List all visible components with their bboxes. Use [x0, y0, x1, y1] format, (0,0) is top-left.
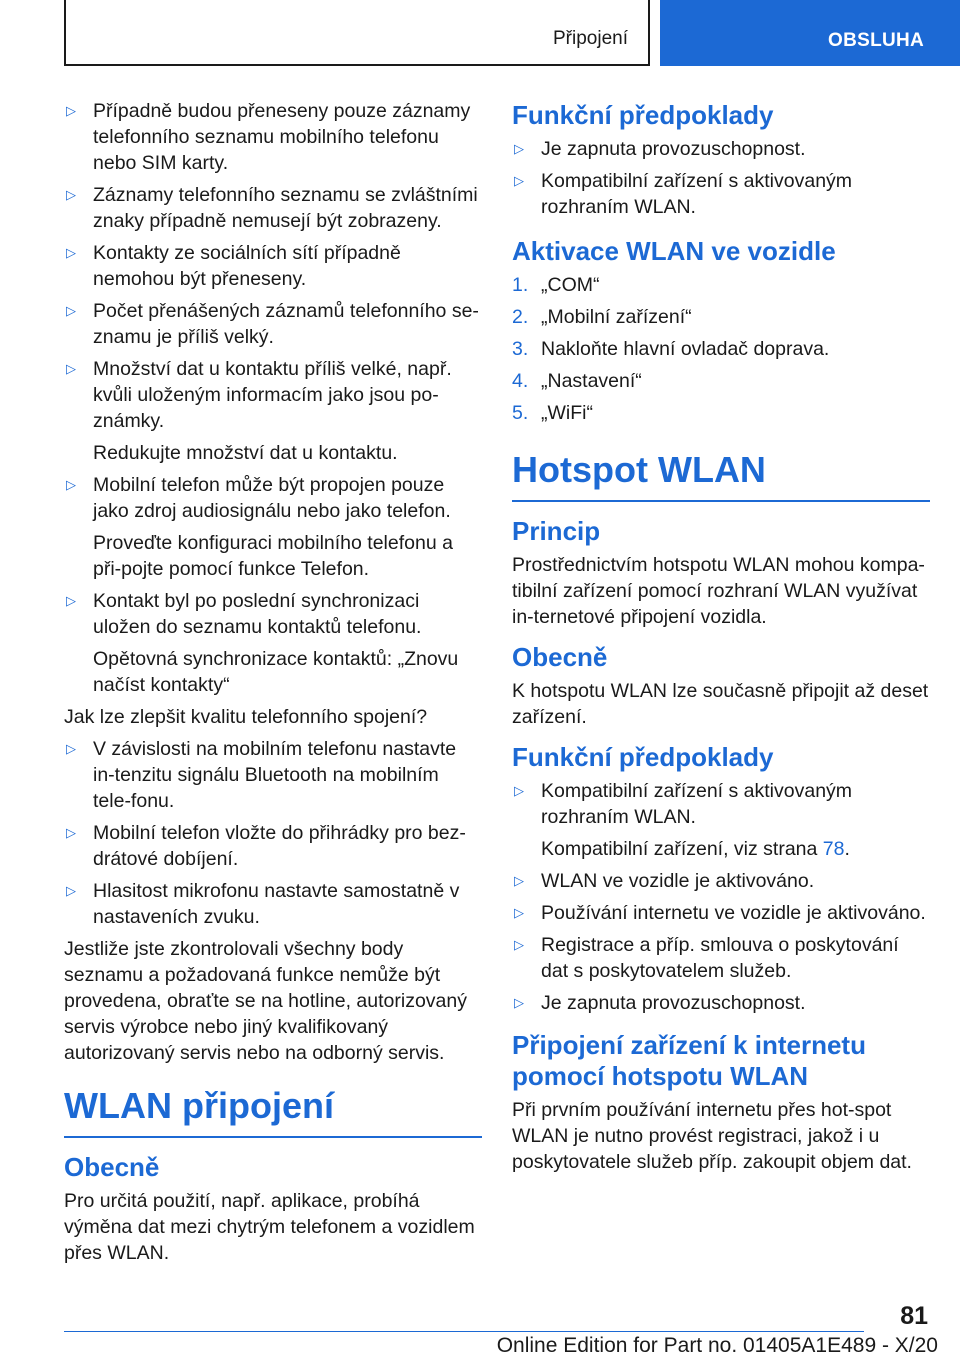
- list-item: [64, 588, 482, 640]
- list-item: [512, 932, 930, 984]
- bullet-icon: ▷: [66, 361, 76, 376]
- step-item: [512, 368, 930, 394]
- header-chapter-tab: [660, 0, 960, 66]
- footer-edition-text: Online Edition for Part no. 01405A1E489 - X/20: [496, 1334, 938, 1357]
- step-number: 5.: [512, 402, 529, 424]
- section-title: Hotspot WLAN: [512, 448, 930, 502]
- header-chapter-label: OBSLUHA: [828, 30, 925, 51]
- step-number: 4.: [512, 370, 529, 392]
- list-item: [64, 878, 482, 930]
- list-item: [64, 298, 482, 350]
- paragraph: Při prvním používání internetu přes hot‐spot WLAN je nutno provést registraci, jakož i u poskytovatele služeb příp. zakoupit objem dat.: [512, 1099, 912, 1173]
- bullet-icon: ▷: [66, 825, 76, 840]
- step-number: 1.: [512, 274, 529, 296]
- bullet-icon: ▷: [66, 593, 76, 608]
- step-text: „WiFi“: [541, 402, 593, 424]
- list-item-text: V závislosti na mobilním telefonu nastavte in‐tenzitu signálu Bluetooth na mobilním tele‐fonu.: [93, 738, 457, 812]
- list-item-text: Kontakt byl po poslední synchronizaci uložen do seznamu kontaktů telefonu.: [93, 590, 422, 638]
- bullet-icon: ▷: [66, 303, 76, 318]
- list-item: [512, 168, 930, 220]
- left-column: [64, 98, 482, 1272]
- list-item-note: [512, 836, 930, 862]
- list-item-text: Kompatibilní zařízení s aktivovaným rozhraním WLAN.: [541, 780, 853, 828]
- list-item-text: WLAN ve vozidle je aktivováno.: [541, 870, 815, 892]
- section-title: WLAN připojení: [64, 1084, 482, 1138]
- list-item-text: Mobilní telefon vložte do přihrádky pro bez‐drátové dobíjení.: [93, 822, 466, 870]
- list-item-text: Registrace a příp. smlouva o poskytování dat s poskytovatelem služeb.: [541, 934, 899, 982]
- step-text: „COM“: [541, 274, 600, 296]
- list-item-text: Kompatibilní zařízení s aktivovaným rozhraním WLAN.: [541, 170, 853, 218]
- bullet-icon: ▷: [66, 187, 76, 202]
- step-text: Nakloňte hlavní ovladač doprava.: [541, 338, 830, 360]
- bullet-icon: ▷: [514, 873, 524, 888]
- question-text: Jak lze zlepšit kvalitu telefonního spojení?: [64, 706, 428, 728]
- page-number: 81: [900, 1302, 928, 1330]
- subsection-heading: Aktivace WLAN ve vozidle: [512, 236, 836, 266]
- closing-paragraph: Jestliže jste zkontrolovali všechny body seznamu a požadovaná funkce nemůže být provedena, obraťte se na hotline, autorizovaný servis výrobce nebo jiný kvalifikovaný autorizovaný servis nebo na odborný servis.: [64, 938, 467, 1064]
- bullet-icon: ▷: [66, 245, 76, 260]
- step-item: [512, 304, 930, 330]
- list-item: [64, 736, 482, 814]
- subsection-heading: Funkční předpoklady: [512, 742, 774, 772]
- list-item-text: Množství dat u kontaktu příliš velké, např. kvůli uloženým informacím jako jsou po‐známky.: [93, 358, 452, 432]
- list-item-text: Kontakty ze sociálních sítí případně nemohou být přeneseny.: [93, 242, 401, 290]
- list-item-text: Počet přenášených záznamů telefonního se‐znamu je příliš velký.: [93, 300, 479, 348]
- subsection-heading: Obecně: [64, 1152, 160, 1182]
- step-text: „Mobilní zařízení“: [541, 306, 692, 328]
- step-item: [512, 336, 930, 362]
- step-text: „Nastavení“: [541, 370, 642, 392]
- header-section-title: Připojení: [553, 28, 628, 49]
- bullet-icon: ▷: [66, 103, 76, 118]
- subsection-heading: Funkční předpoklady: [512, 100, 774, 130]
- list-item-text: Je zapnuta provozuschopnost.: [541, 992, 806, 1014]
- step-number: 3.: [512, 338, 529, 360]
- step-item: [512, 400, 930, 426]
- list-item-text: Používání internetu ve vozidle je aktivováno.: [541, 902, 926, 924]
- bullet-icon: ▷: [514, 995, 524, 1010]
- footer-divider: [64, 1331, 864, 1332]
- right-column: [512, 98, 930, 1181]
- list-item: [512, 778, 930, 830]
- list-item: [64, 356, 482, 434]
- list-item: [64, 240, 482, 292]
- paragraph: Prostřednictvím hotspotu WLAN mohou kompa‐tibilní zařízení pomocí rozhraní WLAN využívat in‐ternetové připojení vozidla.: [512, 554, 925, 628]
- list-item: [512, 136, 930, 162]
- list-item-text: Záznamy telefonního seznamu se zvláštními znaky případně nemusejí být zobrazeny.: [93, 184, 478, 232]
- list-item: [64, 820, 482, 872]
- paragraph: K hotspotu WLAN lze současně připojit až deset zařízení.: [512, 680, 929, 728]
- list-item: [512, 990, 930, 1016]
- list-item-text: Případně budou přeneseny pouze záznamy telefonního seznamu mobilního telefonu nebo SIM karty.: [93, 100, 471, 174]
- subsection-heading: Princip: [512, 516, 601, 546]
- note-text: Kompatibilní zařízení, viz strana: [541, 838, 818, 860]
- paragraph: Pro určitá použití, např. aplikace, probíhá výměna dat mezi chytrým telefonem a vozidlem přes WLAN.: [64, 1190, 475, 1264]
- list-item: [64, 98, 482, 176]
- step-item: [512, 272, 930, 298]
- list-item: [64, 182, 482, 234]
- bullet-icon: ▷: [514, 173, 524, 188]
- page-header: [0, 0, 960, 66]
- subsection-heading: Připojení zařízení k internetu pomocí hotspotu WLAN: [512, 1030, 866, 1091]
- list-item-text: Mobilní telefon může být propojen pouze jako zdroj audiosignálu nebo jako telefon.: [93, 474, 451, 522]
- list-item-note: Redukujte množství dat u kontaktu.: [93, 442, 398, 464]
- list-item-note: Proveďte konfiguraci mobilního telefonu a při‐pojte pomocí funkce Telefon.: [93, 532, 453, 580]
- list-item: [64, 472, 482, 524]
- step-number: 2.: [512, 306, 529, 328]
- list-item-text: Hlasitost mikrofonu nastavte samostatně v nastaveních zvuku.: [93, 880, 460, 928]
- bullet-icon: ▷: [514, 783, 524, 798]
- list-item: [512, 900, 930, 926]
- bullet-icon: ▷: [514, 937, 524, 952]
- bullet-icon: ▷: [66, 741, 76, 756]
- subsection-heading: Obecně: [512, 642, 608, 672]
- page-reference-link[interactable]: 78: [822, 838, 845, 860]
- bullet-icon: ▷: [514, 141, 524, 156]
- header-frame: [64, 0, 650, 66]
- note-end: .: [844, 838, 850, 860]
- list-item-text: Je zapnuta provozuschopnost.: [541, 138, 806, 160]
- bullet-icon: ▷: [66, 883, 76, 898]
- bullet-icon: ▷: [66, 477, 76, 492]
- bullet-icon: ▷: [514, 905, 524, 920]
- list-item-note: Opětovná synchronizace kontaktů: „Znovu načíst kontakty“: [93, 648, 459, 696]
- list-item: [512, 868, 930, 894]
